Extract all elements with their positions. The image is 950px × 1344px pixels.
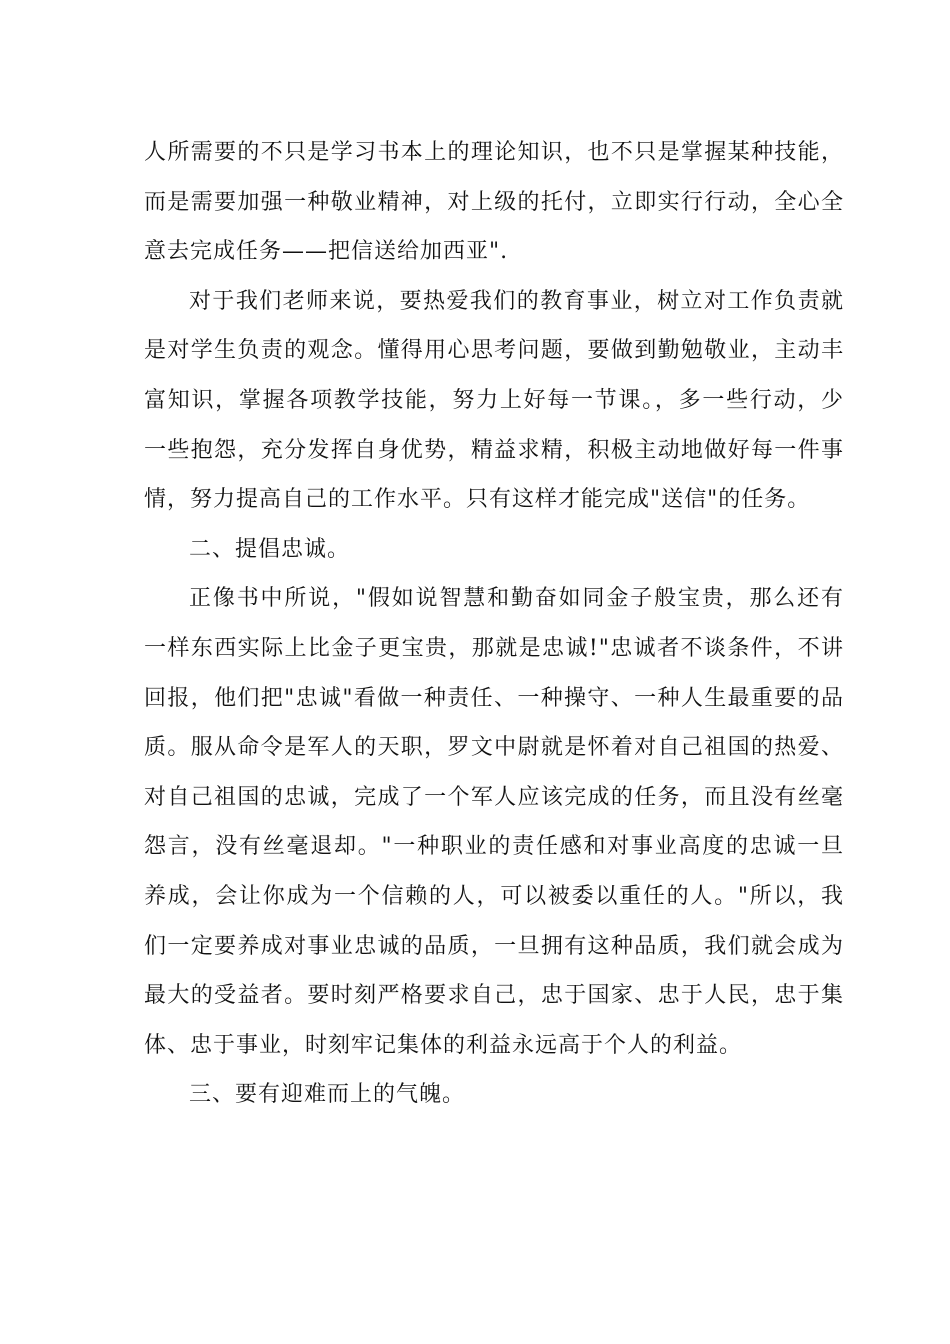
paragraph-teachers-responsibility: 对于我们老师来说，要热爱我们的教育事业，树立对工作负责就是对学生负责的观念。懂得用心思考问题，要做到勤勉敬业，主动丰富知识，掌握各项教学技能，努力上好每一节课。，多一些行动，少一些抱怨，充分发挥自身优势，精益求精，积极主动地做好每一件事情，努力提高自己的工作水平。只有这样才能完成"送信"的任务。 [144,288,844,513]
paragraph-loyalty: 正像书中所说，"假如说智慧和勤奋如同金子般宝贵，那么还有一样东西实际上比金子更宝贵，那就是忠诚!"忠诚者不谈条件，不讲回报，他们把"忠诚"看做一种责任、一种操守、一种人生最重要的品质。服从命令是军人的天职，罗文中尉就是怀着对自己祖国的热爱、对自己祖国的忠诚，完成了一个军人应该完成的任务，而且没有丝毫怨言，没有丝毫退却。"一种职业的责任感和对事业高度的忠诚一旦养成，会让你成为一个信赖的人，可以被委以重任的人。"所以，我们一定要养成对事业忠诚的品质，一旦拥有这种品质，我们就会成为最大的受益者。要时刻严格要求自己，忠于国家、忠于人民，忠于集体、忠于事业，时刻牢记集体的利益永远高于个人的利益。 [144,586,844,1058]
paragraph-continuation: 人所需要的不只是学习书本上的理论知识，也不只是掌握某种技能，而是需要加强一种敬业精神，对上级的托付，立即实行行动，全心全意去完成任务——把信送给加西亚". [144,140,844,265]
document-body [144,128,844,1120]
section-heading-courage: 三、要有迎难而上的气魄。 [189,1082,466,1108]
section-heading-loyalty: 二、提倡忠诚。 [189,536,351,562]
